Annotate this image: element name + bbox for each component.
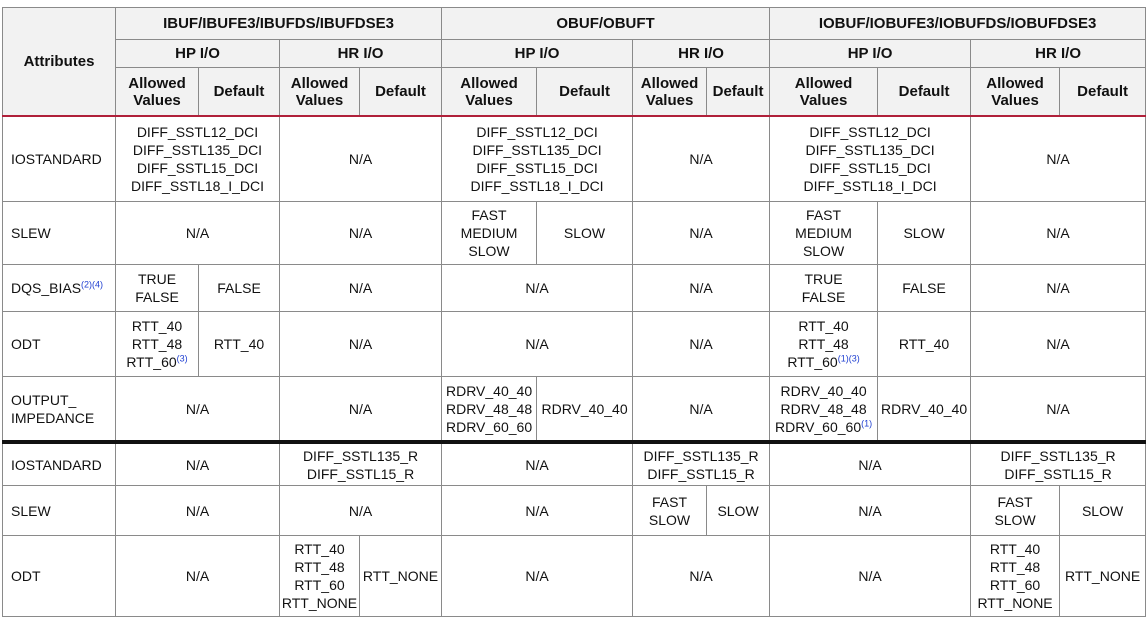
ibuf-hp-allowed-header: Allowed Values [116,68,199,117]
attributes-header: Attributes [3,8,116,117]
group-header-obuf: OBUF/OBUFT [442,8,770,40]
footnote-ref: (1) [861,417,873,428]
ibuf-hp-iostandard-hr-cell: N/A [116,442,280,486]
obuf-hr-default-header: Default [707,68,770,117]
iobuf-hr-odt-allowed-cell: RTT_40 RTT_48 RTT_60 RTT_NONE [971,536,1060,617]
obuf-hp-slew-default-cell: SLOW [537,202,633,265]
obuf-hr-iostandard-cell: N/A [633,116,770,202]
iobuf-hr-dqs-cell: N/A [971,265,1146,312]
ibuf-hr-slew-hr-cell: N/A [280,486,442,536]
iobuf-hp-iostandard-cell: DIFF_SSTL12_DCI DIFF_SSTL135_DCI DIFF_SSTL15_DCI DIFF_SSTL18_I_DCI [770,116,971,202]
ibuf-hr-allowed-header: Allowed Values [280,68,360,117]
obuf-hr-dqs-cell: N/A [633,265,770,312]
footnote-ref: (2)(4) [81,279,104,290]
iobuf-hr-iostandard-hr-cell: DIFF_SSTL135_R DIFF_SSTL15_R [971,442,1146,486]
table-row-hr-odt [3,536,1146,617]
iobuf-hr-default-header: Default [1060,68,1146,117]
ibuf-hp-default-header: Default [199,68,280,117]
obuf-hr-iostandard-hr-cell: DIFF_SSTL135_R DIFF_SSTL15_R [633,442,770,486]
row-label-slew: SLEW [3,486,116,536]
iobuf-hp-odt-default-cell: RTT_40 [878,312,971,377]
iobuf-hp-impedance-default-cell: RDRV_40_40 [878,377,971,443]
iobuf-hp-odt-allowed-cell: RTT_40 RTT_48 $RTT\_60^{(1)(3)}$ [770,312,878,377]
group-header-iobuf: IOBUF/IOBUFE3/IOBUFDS/IOBUFDSE3 [770,8,1146,40]
ibuf-hr-impedance-cell: N/A [280,377,442,443]
table-row-hp-dqs-bias [3,265,1146,312]
ibuf-hr-odt-default-cell: RTT_NONE [360,536,442,617]
ibuf-hp-slew-hr-cell: N/A [116,486,280,536]
iobuf-hr-odt-default-cell: RTT_NONE [1060,536,1146,617]
ibuf-hr-iostandard-cell: N/A [280,116,442,202]
ibuf-hp-odt-default-cell: RTT_40 [199,312,280,377]
iobuf-hp-impedance-allowed-cell: RDRV_40_40 RDRV_48_48 RDRV_60_60$^{(1)}$ [770,377,878,443]
iobuf-hp-iostandard-hr-cell: N/A [770,442,971,486]
footnote-ref: (1)(3) [837,353,860,364]
iobuf-hp-io-header: HP I/O [770,40,971,68]
ibuf-hp-iostandard-cell: DIFF_SSTL12_DCI DIFF_SSTL135_DCI DIFF_SSTL15_DCI DIFF_SSTL18_I_DCI [116,116,280,202]
ibuf-hr-default-header: Default [360,68,442,117]
ibuf-hp-impedance-cell: N/A [116,377,280,443]
iobuf-hr-slew-cell: N/A [971,202,1146,265]
ibuf-hp-odt-allowed-cell: RTT_40 RTT_48 RTT_60$^{(3)}$ [116,312,199,377]
ibuf-hp-dqs-default-cell: FALSE [199,265,280,312]
obuf-hr-odt-hr-cell: N/A [633,536,770,617]
obuf-hr-impedance-cell: N/A [633,377,770,443]
table-row-hr-iostandard [3,442,1146,486]
iobuf-hp-allowed-header: Allowed Values [770,68,878,117]
attributes-table [2,7,1146,617]
iobuf-hp-slew-default-cell: SLOW [878,202,971,265]
row-label-iostandard: IOSTANDARD [3,442,116,486]
row-label-odt: ODT [3,536,116,617]
ibuf-hr-dqs-cell: N/A [280,265,442,312]
obuf-hr-allowed-header: Allowed Values [633,68,707,117]
obuf-hp-slew-allowed-cell: FAST MEDIUM SLOW [442,202,537,265]
ibuf-hr-odt-allowed-cell: RTT_40 RTT_48 RTT_60 RTT_NONE [280,536,360,617]
ibuf-hp-dqs-allowed-cell: TRUE FALSE [116,265,199,312]
obuf-hp-allowed-header: Allowed Values [442,68,537,117]
obuf-hp-impedance-allowed-cell: RDRV_40_40 RDRV_48_48 RDRV_60_60 [442,377,537,443]
obuf-hp-impedance-default-cell: RDRV_40_40 [537,377,633,443]
iobuf-hp-dqs-default-cell: FALSE [878,265,971,312]
obuf-hp-odt-hr-cell: N/A [442,536,633,617]
obuf-hp-dqs-cell: N/A [442,265,633,312]
iobuf-hr-odt-cell: N/A [971,312,1146,377]
table-row-hr-slew [3,486,1146,536]
obuf-hr-odt-cell: N/A [633,312,770,377]
table-row-hp-slew [3,202,1146,265]
table-row-hp-iostandard [3,116,1146,202]
iobuf-hr-slew-default-cell: SLOW [1060,486,1146,536]
row-label-slew: SLEW [3,202,116,265]
table-row-hp-output-impedance [3,377,1146,443]
obuf-hp-iostandard-cell: DIFF_SSTL12_DCI DIFF_SSTL135_DCI DIFF_SSTL15_DCI DIFF_SSTL18_I_DCI [442,116,633,202]
iobuf-hp-slew-allowed-cell: FAST MEDIUM SLOW [770,202,878,265]
iobuf-hp-dqs-allowed-cell: TRUE FALSE [770,265,878,312]
ibuf-hr-io-header: HR I/O [280,40,442,68]
ibuf-hp-io-header: HP I/O [116,40,280,68]
iobuf-hr-impedance-cell: N/A [971,377,1146,443]
obuf-hr-slew-allowed-cell: FAST SLOW [633,486,707,536]
obuf-hr-slew-cell: N/A [633,202,770,265]
obuf-hp-slew-hr-cell: N/A [442,486,633,536]
iobuf-hr-allowed-header: Allowed Values [971,68,1060,117]
ibuf-hr-iostandard-hr-cell: DIFF_SSTL135_R DIFF_SSTL15_R [280,442,442,486]
row-label-iostandard: IOSTANDARD [3,116,116,202]
obuf-hp-iostandard-hr-cell: N/A [442,442,633,486]
ibuf-hp-slew-cell: N/A [116,202,280,265]
iobuf-hr-slew-allowed-cell: FAST SLOW [971,486,1060,536]
iobuf-hp-slew-hr-cell: N/A [770,486,971,536]
ibuf-hr-slew-cell: N/A [280,202,442,265]
group-header-ibuf: IBUF/IBUFE3/IBUFDS/IBUFDSE3 [116,8,442,40]
table-row-hp-odt [3,312,1146,377]
obuf-hp-odt-cell: N/A [442,312,633,377]
obuf-hp-io-header: HP I/O [442,40,633,68]
iobuf-hp-default-header: Default [878,68,971,117]
iobuf-hr-iostandard-cell: N/A [971,116,1146,202]
ibuf-hr-odt-cell: N/A [280,312,442,377]
obuf-hp-default-header: Default [537,68,633,117]
obuf-hr-io-header: HR I/O [633,40,770,68]
row-label-dqs-bias: $DQS\_BIAS^{(2)(4)}$ [3,265,116,312]
iobuf-hp-odt-hr-cell: N/A [770,536,971,617]
footnote-ref: (3) [176,353,188,364]
row-label-output-impedance: OUTPUT_ IMPEDANCE [3,377,116,443]
row-label-odt: ODT [3,312,116,377]
iobuf-hr-io-header: HR I/O [971,40,1146,68]
obuf-hr-slew-default-cell: SLOW [707,486,770,536]
ibuf-hp-odt-hr-cell: N/A [116,536,280,617]
